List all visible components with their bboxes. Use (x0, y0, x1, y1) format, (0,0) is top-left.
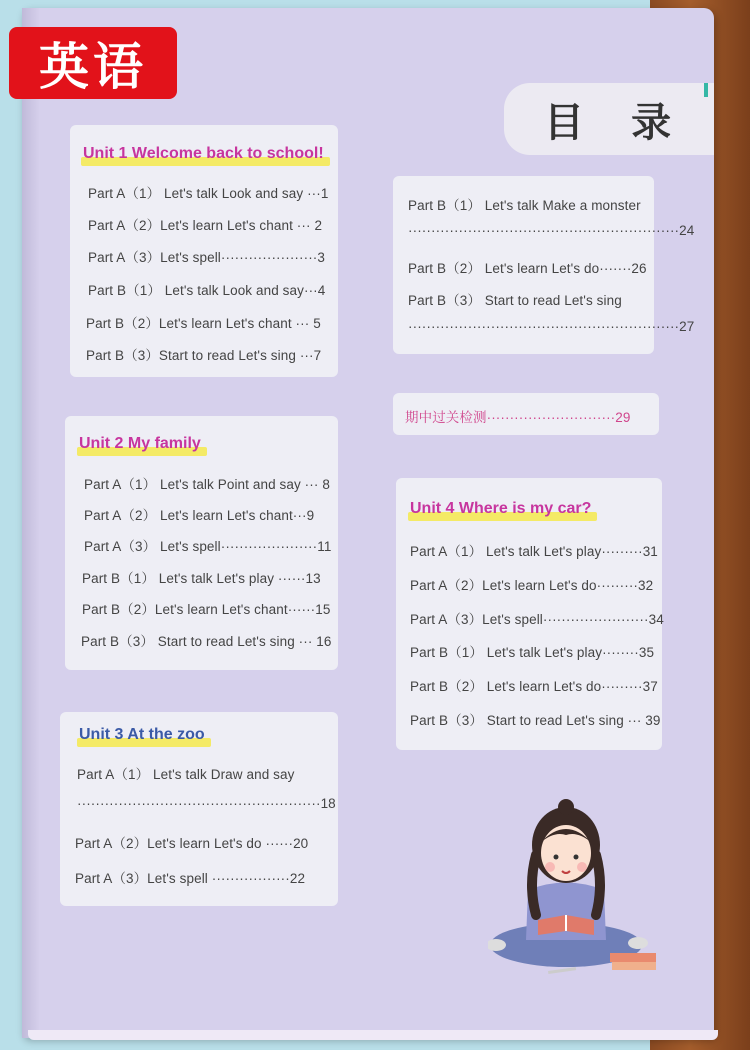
unit-1-row-6: Part B（3）Start to read Let's sing ···7 (86, 348, 322, 363)
unit-1-card (70, 125, 338, 377)
book-spine-shadow (22, 8, 40, 1038)
title-accent-bar (704, 83, 708, 97)
midterm-card (393, 393, 659, 435)
unit-3b-row-5: ···························································27 (408, 319, 695, 334)
page-title: 目 录 (504, 83, 714, 155)
unit-3b-row-3: Part B（2） Let's learn Let's do·······26 (408, 261, 647, 276)
subject-tag: 英语 (9, 27, 177, 99)
unit-3b-row-2: ···························································24 (408, 223, 695, 238)
unit-4-title: Unit 4 Where is my car? (410, 500, 591, 518)
unit-1-row-1: Part A（1） Let's talk Look and say ···1 (88, 186, 329, 201)
unit-3-row-4: Part A（3）Let's spell ·················22 (75, 871, 306, 886)
unit-1-title: Unit 1 Welcome back to school! (83, 145, 324, 163)
unit-2-row-1: Part A（1） Let's talk Point and say ··· 8 (84, 477, 330, 492)
unit-2-row-2: Part A（2） Let's learn Let's chant···9 (84, 508, 315, 523)
unit-4-card (396, 478, 662, 750)
unit-2-row-6: Part B（3） Start to read Let's sing ··· 16 (81, 634, 332, 649)
unit-1-row-5: Part B（2）Let's learn Let's chant ··· 5 (86, 316, 321, 331)
girl-reading-illustration (488, 795, 658, 985)
unit-1-row-2: Part A（2）Let's learn Let's chant ··· 2 (88, 218, 323, 233)
unit-3-continued-card (393, 176, 695, 354)
unit-3b-row-4: Part B（3） Start to read Let's sing (408, 293, 622, 308)
unit-3-row-3: Part A（2）Let's learn Let's do ······20 (75, 836, 309, 851)
unit-4-row-1: Part A（1） Let's talk Let's play·········31 (410, 544, 658, 559)
unit-2-row-4: Part B（1） Let's talk Let's play ······13 (82, 571, 321, 586)
unit-3-row-2: ·····················································18 (77, 796, 336, 811)
unit-4-row-4: Part B（1） Let's talk Let's play········35 (410, 645, 655, 660)
unit-4-row-3: Part A（3）Let's spell·······················34 (410, 612, 664, 627)
unit-4-row-5: Part B（2） Let's learn Let's do·········37 (410, 679, 658, 694)
unit-3-row-1: Part A（1） Let's talk Draw and say (77, 767, 295, 782)
unit-1-row-3: Part A（3）Let's spell·····················3 (88, 250, 326, 265)
unit-3-card (60, 712, 338, 906)
unit-4-row-6: Part B（3） Start to read Let's sing ··· 39 (410, 713, 661, 728)
unit-2-row-5: Part B（2）Let's learn Let's chant······15 (82, 602, 331, 617)
unit-2-card (65, 416, 338, 670)
unit-3b-row-1: Part B（1） Let's talk Make a monster (408, 198, 641, 213)
unit-3-title: Unit 3 At the zoo (79, 726, 205, 744)
unit-2-title: Unit 2 My family (79, 435, 201, 453)
midterm-row: 期中过关检测····························29 (405, 410, 631, 425)
page-edges (28, 1030, 718, 1040)
unit-4-row-2: Part A（2）Let's learn Let's do·········32 (410, 578, 654, 593)
unit-1-row-4: Part B（1） Let's talk Look and say···4 (88, 283, 326, 298)
unit-2-row-3: Part A（3） Let's spell·····················11 (84, 539, 332, 554)
